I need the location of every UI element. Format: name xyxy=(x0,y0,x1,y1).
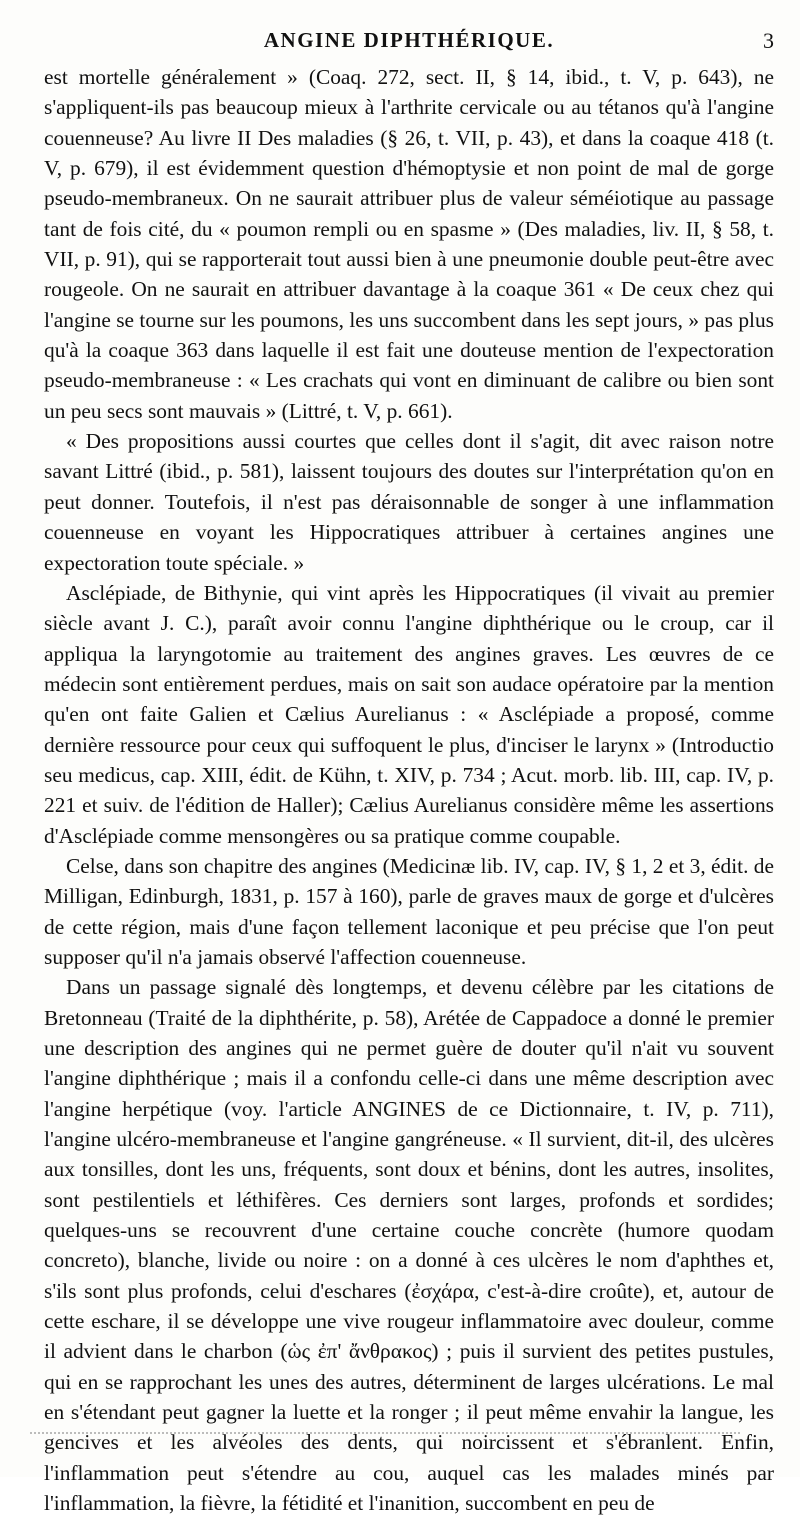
paragraph-3: Asclépiade, de Bithynie, qui vint après les Hippocratiques (il vivait au premier siècle avant J. C.), paraît avoir connu l'angine diphthérique ou le croup, car il appliqua la laryngotomie au traitement des angines graves. Les œuvres de ce médecin sont entièrement perdues, mais on sait son audace opératoire par la mention qu'en ont faite Galien et Cælius Aurelianus : « Asclépiade a proposé, comme dernière ressource pour ceux qui suffoquent le plus, d'inciser le larynx » (Introductio seu medicus, cap. XIII, édit. de Kühn, t. XIV, p. 734 ; Acut. morb. lib. III, cap. IV, p. 221 et suiv. de l'édition de Haller); Cælius Aurelianus considère même les assertions d'Asclépiade comme mensongères ou sa pratique comme coupable. xyxy=(44,580,774,848)
paragraph-4: Celse, dans son chapitre des angines (Medicinæ lib. IV, cap. IV, § 1, 2 et 3, édit. de Milligan, Edinburgh, 1831, p. 157 à 160), parle de graves maux de gorge et d'ulcères de cette région, mais d'une façon tellement laconique et peu précise que l'on peut supposer qu'il n'a jamais observé l'affection couenneuse. xyxy=(44,853,774,969)
page-number: 3 xyxy=(763,28,774,53)
scan-artifact-dotted-line xyxy=(30,1432,740,1434)
paragraph-5: Dans un passage signalé dès longtemps, et devenu célèbre par les citations de Bretonneau (Traité de la diphthérite, p. 58), Arétée de Cappadoce a donné le premier une description des angines qui ne permet guère de douter qu'il n'ait vu souvent l'angine diphthérique ; mais il a confondu celle-ci dans une même description avec l'angine herpétique (voy. l'article ANGINES de ce Dictionnaire, t. IV, p. 711), l'angine ulcéro-membraneuse et l'angine gangréneuse. « Il survient, dit-il, des ulcères aux tonsilles, dont les uns, fréquents, sont doux et bénins, dont les autres, insolites, sont pestilentiels et léthifères. Ces derniers sont larges, profonds et sordides; quelques-uns se recouvrent d'une certaine couche concrète (humore quodam concreto), blanche, livide ou noire : on a donné à ces ulcères le nom d'aphthes et, s'ils sont plus profonds, celui d'eschares (ἐσχάρα, c'est-à-dire croûte), et, autour de cette eschare, il se développe une vive rougeur inflammatoire avec douleur, comme il advient dans le charbon (ὡς ἐπ' ἄνθρακος) ; puis il survient des petites pustules, qui en se rapprochant les unes des autres, déterminent de larges ulcérations. Le mal en s'étendant peut gagner la luette et la ronger ; il peut même envahir la langue, les gencives et les alvéoles des dents, qui noircissent et s'ébranlent. Enfin, l'inflammation peut s'étendre au cou, auquel cas les malades minés par l'inflammation, la fièvre, la fétidité et l'inanition, succombent en peu de xyxy=(44,975,774,1516)
running-head: ANGINE DIPHTHÉRIQUE. xyxy=(263,28,555,52)
paragraph-2: « Des propositions aussi courtes que celles dont il s'agit, dit avec raison notre savant Littré (ibid., p. 581), laissent toujours des doutes sur l'interprétation qu'on en peut donner. Toutefois, il n'est pas déraisonnable de songer à une inflammation couenneuse en voyant les Hippocratiques attribuer à certaines angines une expectoration toute spéciale. » xyxy=(44,429,774,575)
paragraph-1: est mortelle généralement » (Coaq. 272, sect. II, § 14, ibid., t. V, p. 643), ne s'appliquent-ils pas beaucoup mieux à l'arthrite cervicale ou au tétanos qu'à l'angine couenneuse? Au livre II Des maladies (§ 26, t. VII, p. 43), et dans la coaque 418 (t. V, p. 679), il est évidemment question d'hémoptysie et non point de mal de gorge pseudo-membraneux. On ne saurait attribuer plus de valeur séméiotique au passage tant de fois cité, du « poumon rempli ou en spasme » (Des maladies, liv. II, § 58, t. VII, p. 91), qui se rapporterait tout aussi bien à une pneumonie double peut-être avec rougeole. On ne saurait en attribuer davantage à la coaque 361 « De ceux chez qui l'angine se tourne sur les poumons, les uns succombent dans les sept jours, » pas plus qu'à la coaque 363 dans laquelle il est fait une douteuse mention de l'expectoration pseudo-membraneuse : « Les crachats qui vont en diminuant de calibre ou bien sont un peu secs sont mauvais » (Littré, t. V, p. 661). xyxy=(44,65,774,423)
body-text xyxy=(44,62,774,1519)
page-header xyxy=(44,28,774,54)
